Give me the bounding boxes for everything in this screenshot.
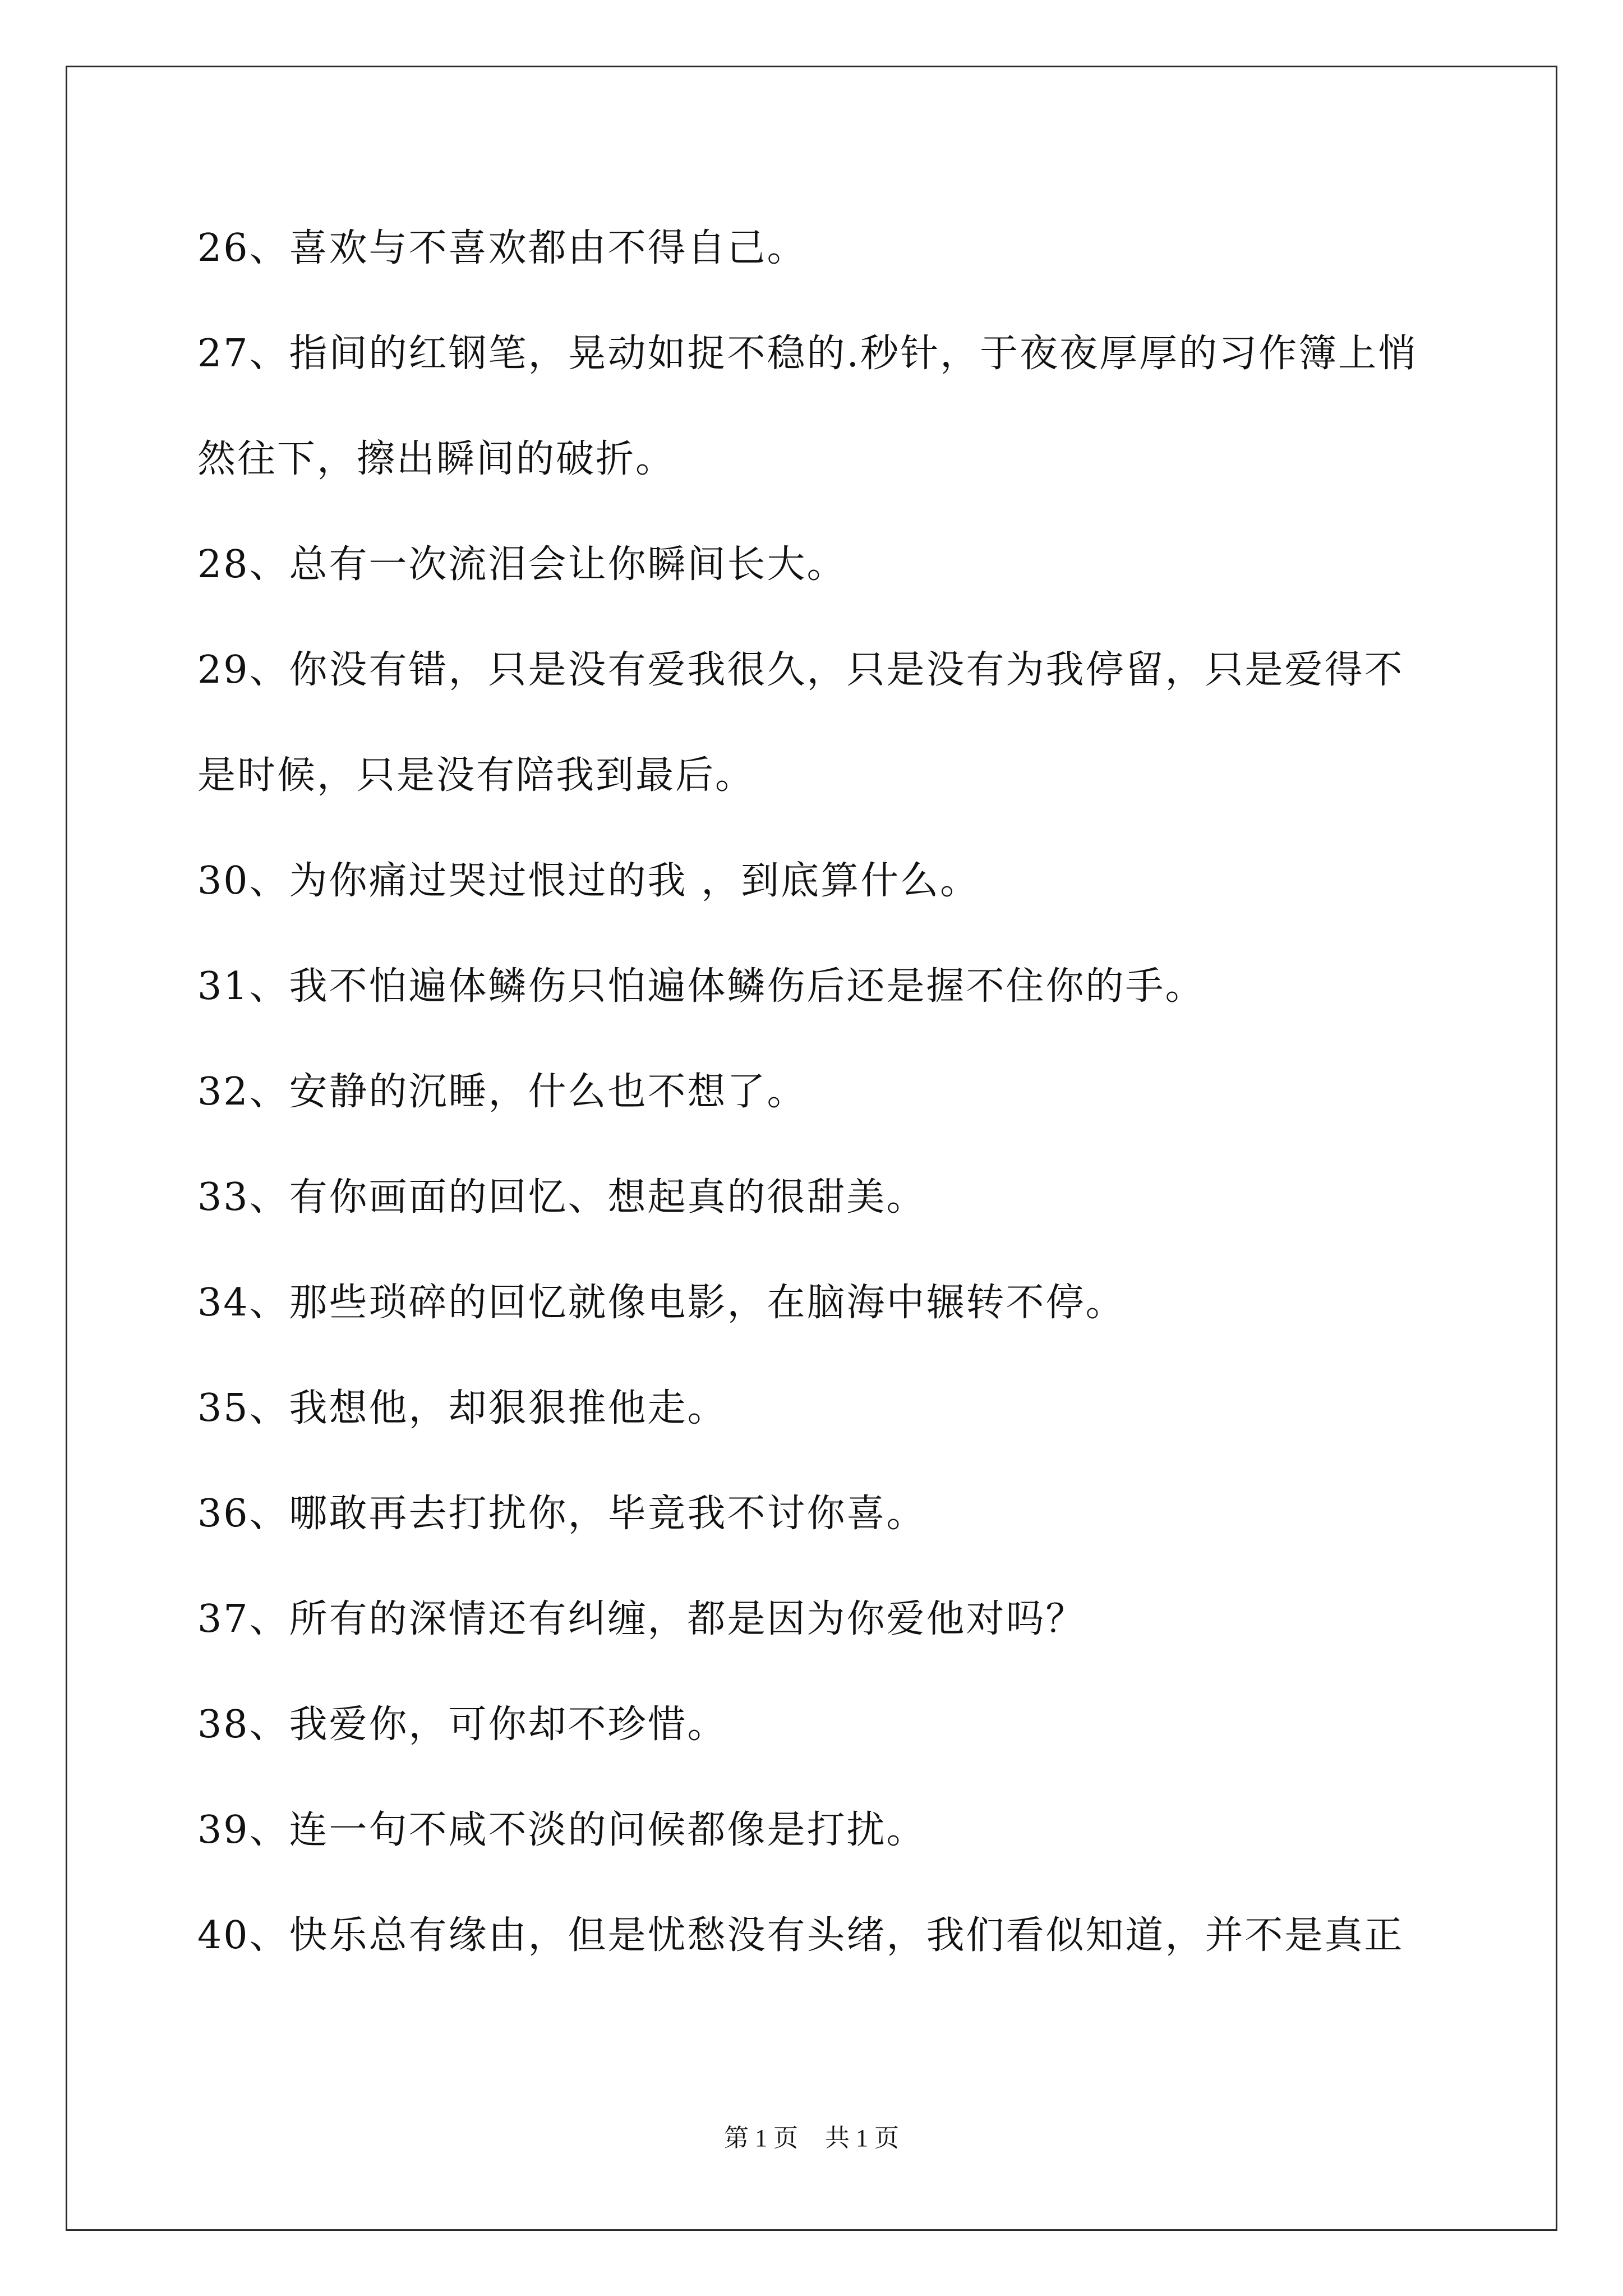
paragraph-27 (197, 329, 1431, 485)
paragraph-28 (197, 540, 1431, 590)
paragraph-line: 40、快乐总有缘由，但是忧愁没有头绪，我们看似知道，并不是真正 (197, 1913, 1404, 1958)
paragraph-line: 33、有你画面的回忆、想起真的很甜美。 (197, 1175, 926, 1220)
paragraph-line: 29、你没有错，只是没有爱我很久，只是没有为我停留，只是爱得不 (197, 648, 1404, 692)
page-number: 第 1 页 (724, 2124, 798, 2152)
paragraph-26 (197, 223, 1431, 274)
paragraph-40 (197, 1911, 1431, 1961)
paragraph-line: 38、我爱你，可你却不珍惜。 (197, 1703, 727, 1747)
paragraph-line: 31、我不怕遍体鳞伤只怕遍体鳞伤后还是握不住你的手。 (197, 964, 1205, 1009)
paragraph-line: 34、那些琐碎的回忆就像电影，在脑海中辗转不停。 (197, 1281, 1126, 1325)
paragraph-35 (197, 1383, 1431, 1434)
paragraph-line: 37、所有的深情还有纠缠，都是因为你爱他对吗？ (197, 1597, 1086, 1641)
page-total: 共 1 页 (825, 2124, 899, 2152)
paragraph-line: 26、喜欢与不喜欢都由不得自己。 (197, 226, 807, 270)
paragraph-34 (197, 1278, 1431, 1328)
paragraph-line: 然往下，擦出瞬间的破折。 (197, 437, 676, 481)
paragraph-line: 32、安静的沉睡，什么也不想了。 (197, 1070, 807, 1114)
page-footer (0, 2118, 1623, 2154)
paragraph-32 (197, 1067, 1431, 1117)
document-body (197, 223, 1431, 1961)
paragraph-line: 28、总有一次流泪会让你瞬间长大。 (197, 542, 847, 587)
paragraph-line: 是时候，只是没有陪我到最后。 (197, 753, 755, 798)
paragraph-line: 36、哪敢再去打扰你，毕竟我不讨你喜。 (197, 1492, 926, 1536)
paragraph-line: 30、为你痛过哭过恨过的我 ，到底算什么。 (197, 859, 980, 903)
paragraph-39 (197, 1805, 1431, 1856)
paragraph-37 (197, 1594, 1431, 1645)
paragraph-line: 27、指间的红钢笔，晃动如捉不稳的.秒针，于夜夜厚厚的习作簿上悄 (197, 332, 1418, 376)
paragraph-36 (197, 1489, 1431, 1539)
paragraph-30 (197, 856, 1431, 907)
paragraph-29 (197, 645, 1431, 801)
paragraph-line: 39、连一句不咸不淡的问候都像是打扰。 (197, 1808, 926, 1852)
paragraph-line: 35、我想他，却狠狠推他走。 (197, 1386, 727, 1430)
paragraph-38 (197, 1700, 1431, 1750)
paragraph-31 (197, 961, 1431, 1012)
paragraph-33 (197, 1172, 1431, 1223)
